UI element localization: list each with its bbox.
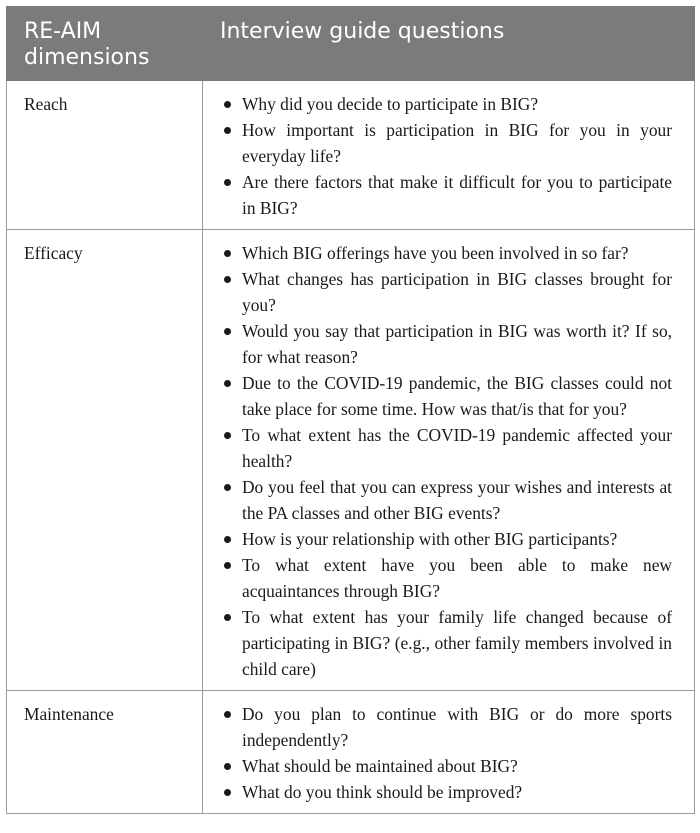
question-text: Would you say that participation in BIG was worth it? If so, for what reason? <box>242 321 672 367</box>
bullet-icon <box>224 763 231 770</box>
table-header <box>7 7 695 81</box>
bullet-icon <box>224 250 231 257</box>
question-item <box>221 422 672 474</box>
question-text: How is your relationship with other BIG participants? <box>242 529 618 549</box>
question-text: To what extent has your family life changed because of participating in BIG? (e.g., other family members involved in child care) <box>242 607 672 679</box>
bullet-icon <box>224 484 231 491</box>
bullet-icon <box>224 101 231 108</box>
bullet-icon <box>224 328 231 335</box>
question-text: Due to the COVID-19 pandemic, the BIG classes could not take place for some time. How was that/is that for you? <box>242 373 672 419</box>
question-item <box>221 318 672 370</box>
question-item <box>221 701 672 753</box>
bullet-icon <box>224 276 231 283</box>
question-item <box>221 91 672 117</box>
question-item <box>221 526 672 552</box>
question-item <box>221 552 672 604</box>
header-row <box>7 7 695 81</box>
bullet-icon <box>224 536 231 543</box>
question-text: Which BIG offerings have you been involved in so far? <box>242 243 629 263</box>
question-item <box>221 370 672 422</box>
questions-cell <box>203 81 695 230</box>
table-row-maintenance <box>7 691 695 814</box>
question-item <box>221 117 672 169</box>
table-row-reach <box>7 81 695 230</box>
question-text: How important is participation in BIG for you in your everyday life? <box>242 120 672 166</box>
question-item <box>221 604 672 682</box>
bullet-icon <box>224 127 231 134</box>
question-list <box>221 240 672 682</box>
questions-cell <box>203 230 695 691</box>
dimension-cell: Maintenance <box>7 691 203 814</box>
question-list <box>221 701 672 805</box>
header-questions: Interview guide questions <box>203 7 695 81</box>
question-text: Do you feel that you can express your wishes and interests at the PA classes and other BIG events? <box>242 477 672 523</box>
question-text: What should be maintained about BIG? <box>242 756 518 776</box>
bullet-icon <box>224 711 231 718</box>
bullet-icon <box>224 179 231 186</box>
question-text: Do you plan to continue with BIG or do more sports independently? <box>242 704 672 750</box>
question-item <box>221 266 672 318</box>
question-text: To what extent has the COVID-19 pandemic affected your health? <box>242 425 672 471</box>
questions-cell <box>203 691 695 814</box>
dimension-cell: Efficacy <box>7 230 203 691</box>
question-text: Why did you decide to participate in BIG? <box>242 94 539 114</box>
question-text: Are there factors that make it difficult for you to participate in BIG? <box>242 172 672 218</box>
table-row-efficacy <box>7 230 695 691</box>
header-dimensions <box>7 7 203 81</box>
bullet-icon <box>224 789 231 796</box>
question-item <box>221 779 672 805</box>
question-text: What changes has participation in BIG classes brought for you? <box>242 269 672 315</box>
question-item <box>221 753 672 779</box>
question-item <box>221 169 672 221</box>
question-item <box>221 474 672 526</box>
question-item <box>221 240 672 266</box>
header-dimensions-line1: RE-AIM <box>24 19 102 44</box>
question-list <box>221 91 672 221</box>
bullet-icon <box>224 562 231 569</box>
bullet-icon <box>224 432 231 439</box>
interview-guide-table <box>6 6 695 814</box>
dimension-cell: Reach <box>7 81 203 230</box>
question-text: To what extent have you been able to make new acquaintances through BIG? <box>242 555 672 601</box>
table-body <box>7 81 695 814</box>
bullet-icon <box>224 614 231 621</box>
header-dimensions-line2: dimensions <box>24 45 150 70</box>
bullet-icon <box>224 380 231 387</box>
question-text: What do you think should be improved? <box>242 782 523 802</box>
